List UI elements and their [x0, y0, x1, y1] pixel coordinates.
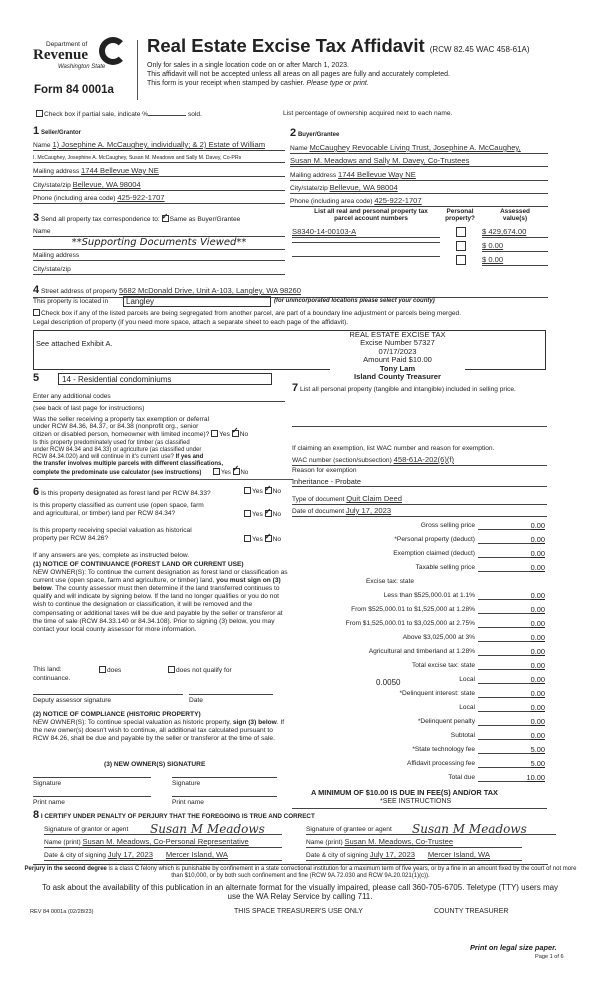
dept-label: Department of: [46, 41, 88, 48]
l3: This form is your receipt when stamped by cashier.: [147, 80, 307, 87]
v: 425-922-1707: [117, 193, 165, 202]
reason-label: Reason for exemption: [292, 467, 357, 474]
buyer-heading: [290, 127, 339, 140]
buyer-mailing-field[interactable]: [290, 171, 548, 181]
h: Personal: [446, 208, 474, 215]
doc-date-field[interactable]: [292, 507, 547, 517]
wac-field[interactable]: [292, 456, 547, 466]
p: Perjury in the second degree: [24, 866, 107, 872]
exemption-label: If claiming an exemption, list WAC number and reason for exemption.: [292, 445, 495, 452]
q: under RCW 84.36, 84.37, or 84.38 (nonprofit org., senior: [33, 423, 199, 430]
if-any-note: If any answers are yes, complete as instructed below.: [33, 552, 190, 559]
new-owner-title: (3) NEW OWNER(S) SIGNATURE: [104, 761, 206, 768]
tax-amount[interactable]: 0.00: [530, 647, 545, 656]
l: List all personal property (tangible and intangible) included in selling price.: [299, 386, 516, 393]
deputy-label: Deputy assessor signature: [33, 697, 112, 704]
t: (1) NOTICE OF CONTINUANCE (FOREST LAND OR CURRENT USE): [33, 561, 244, 568]
sec3-name-field[interactable]: [33, 228, 285, 237]
tax-amount[interactable]: 0.00: [530, 717, 545, 726]
sec2-num: 2: [290, 127, 297, 139]
v: S8340-14-00103-A: [292, 227, 357, 236]
v: Susan M. Meadows, Co-Personal Representative: [82, 837, 249, 846]
tax-amount[interactable]: 0.00: [530, 689, 545, 698]
tax-amount[interactable]: 5.00: [530, 759, 545, 768]
l: Name: [33, 142, 51, 149]
v: Bellevue, WA 98004: [72, 180, 141, 189]
tax-row-label: From $525,000.01 to $1,525,000 at 1.28%: [351, 606, 475, 613]
same: Same as Buyer/Grantee: [169, 216, 241, 223]
p: . The county assessor must then determine if the land transferred continues to qualify and will indicate by signing below. If the land no longer qualifies or you do not wish to continue the designation or classification, it will be removed and the compensating or additional taxes will be due and payable by the seller or transferor at the time of sale (RCW 84.33.140 or 84.34.108). Prior to signing (3) below, you may contact your local county assessor for more information.: [33, 585, 283, 633]
form-number: Form 84 0001a: [34, 84, 114, 96]
exemption-yes[interactable]: [211, 430, 218, 437]
v: 1) Josephine A. McCaughey, individually; & 2) Estate of William: [52, 140, 266, 149]
personal-property-checkbox[interactable]: [456, 241, 466, 251]
print-label-2: Print name: [172, 799, 204, 806]
personal-property-checkbox[interactable]: [456, 255, 466, 265]
personal-property-checkbox[interactable]: [456, 227, 466, 237]
h: value(s): [502, 215, 528, 223]
seller-name-field-2[interactable]: I. McCaughey, Josephine A. McCaughey, Susan M. Meadows and Sally M. Davey, Co-PRs: [33, 156, 285, 163]
s: Excise Number 57327: [360, 338, 435, 348]
sec1-title: Seller/Grantor: [40, 130, 81, 136]
segregation-checkbox[interactable]: [33, 309, 40, 316]
historic-yn: [244, 535, 281, 544]
l: Date of document: [292, 508, 345, 515]
grantee-signature: Susan M Meadows: [412, 822, 527, 836]
sec3-heading: [33, 212, 240, 225]
l: Mailing address: [33, 252, 80, 259]
n: 6: [33, 486, 40, 498]
sec3-city-field[interactable]: [33, 266, 285, 275]
tax-amount[interactable]: 10.00: [526, 773, 545, 782]
print-label-1: Print name: [33, 799, 65, 806]
location-select[interactable]: Langley: [123, 296, 271, 307]
v: Bellevue, WA 98004: [329, 183, 398, 192]
sec8-line: [33, 864, 548, 865]
deputy-date-line[interactable]: [189, 694, 273, 695]
does-option: [99, 666, 121, 675]
q: Is this property designated as forest land per RCW 84.33?: [40, 490, 211, 497]
ownership-note: List percentage of ownership acquired next to each name.: [283, 110, 453, 117]
v: 5682 McDonald Drive, Unit A-103, Langley, WA 98260: [119, 286, 301, 295]
n: 7: [292, 382, 299, 394]
historic-no[interactable]: [265, 535, 272, 542]
q: Is this property predominately used for timber (as classified: [33, 440, 190, 446]
reason-line: [292, 486, 547, 487]
v: July 17, 2023: [107, 850, 153, 859]
same-as-buyer-checkbox[interactable]: [162, 215, 169, 222]
current-use-question: [33, 502, 243, 518]
v: $ 429,674.00: [482, 227, 527, 236]
timber-question: [33, 440, 293, 480]
h: property?: [445, 215, 475, 223]
y: Yes: [252, 511, 263, 518]
s: REAL ESTATE EXCISE TAX: [349, 330, 446, 339]
l: City/state/zip: [290, 185, 328, 192]
legal-paper-note: Print on legal size paper.: [470, 943, 557, 952]
tax-row-label: Local: [459, 676, 475, 683]
timber-yes[interactable]: [213, 468, 220, 475]
sig-label-2: Signature: [172, 780, 201, 787]
historic-yes[interactable]: [244, 535, 251, 542]
l: Check box if any of the listed parcels are being segregated from another parcel, are part of a boundary line adjustment or parcels being merged.: [41, 310, 462, 317]
l: does not qualify for: [176, 667, 232, 674]
v: Mercer Island, WA: [427, 850, 490, 859]
parcel-number-field[interactable]: [292, 256, 440, 257]
seller-heading: [33, 125, 81, 138]
seller-name-field[interactable]: [33, 141, 285, 151]
current-use-yn: [244, 510, 281, 519]
assessed-value-field[interactable]: [482, 256, 548, 266]
grantor-signature: Susan M Meadows: [150, 822, 265, 836]
legal-label: Legal description of property (if you need more space, attach a separate sheet to each page of the affidavit).: [33, 319, 349, 326]
l: Name: [290, 145, 308, 152]
parcel-header: [296, 208, 446, 223]
s: Tony Lam: [379, 363, 416, 373]
sec2-title: Buyer/Grantee: [297, 132, 340, 138]
located-in: [33, 298, 108, 306]
tax-amount[interactable]: 0.00: [530, 605, 545, 614]
forest-yn: [244, 487, 281, 496]
accessibility-note: To ask about the availability of this publication in an alternate format for the visually impaired, please call 360-705-6705. Teletype (TTY) users may use the WA Relay Service by calling 711.: [41, 883, 559, 901]
grantor-name-field[interactable]: [44, 838, 282, 848]
q: the transfer involves multiple parcels with different classifications,: [33, 461, 224, 467]
l: Name: [33, 228, 51, 235]
v: July 17, 2023: [345, 506, 392, 515]
v: Susan M. Meadows and Sally M. Davey, Co-Trustees: [290, 156, 470, 165]
tax-row-label: Taxable selling price: [415, 564, 475, 571]
l: does: [107, 667, 122, 674]
n: 4: [33, 284, 40, 296]
c: I CERTIFY UNDER PENALTY OF PERJURY THAT THE FOREGOING IS TRUE AND CORRECT: [40, 813, 315, 820]
l: Phone (including area code): [290, 198, 373, 205]
y: Yes: [219, 431, 230, 438]
v: July 17, 2023: [369, 850, 415, 859]
tax-amount[interactable]: 0.00: [530, 591, 545, 600]
l3i: Please type or print.: [306, 80, 369, 87]
tax-row-label: Total excise tax: state: [411, 662, 475, 669]
tax-row-label: *Delinquent interest: state: [399, 690, 475, 697]
street-address-field[interactable]: [33, 284, 548, 298]
does-not-checkbox[interactable]: [168, 666, 175, 673]
assessed-value-field[interactable]: [482, 242, 548, 252]
tax-row-label: *Personal property (deduct): [394, 536, 475, 543]
buyer-phone-field[interactable]: [290, 197, 548, 207]
parcel-number-field[interactable]: [292, 242, 440, 243]
forest-question: [33, 486, 211, 499]
p: sign (3) below: [232, 719, 277, 727]
l: Signature of grantor or agent: [44, 826, 129, 833]
q: under RCW 84.34 and 84.33) or agriculture (as classified under: [33, 447, 202, 453]
l: City/state/zip: [33, 182, 71, 189]
buyer-name-field-2[interactable]: [290, 157, 548, 167]
l: Type of document: [292, 496, 345, 503]
assessed-header: [482, 208, 548, 223]
l: Mailing address: [290, 172, 337, 179]
q: Is this property receiving special valuation as historical: [33, 527, 192, 534]
minimum-note: A MINIMUM OF $10.00 IS DUE IN FEE(S) AND/OR TAX: [311, 788, 498, 797]
tax-row-label: Excise tax: state: [365, 578, 414, 585]
does-checkbox[interactable]: [99, 666, 106, 673]
see-instructions: *SEE INSTRUCTIONS: [380, 798, 452, 805]
segregation: [33, 309, 461, 318]
grantee-date-field[interactable]: [306, 851, 522, 861]
tax-amount[interactable]: 0.00: [530, 563, 545, 572]
tax-amount[interactable]: 0.00: [530, 535, 545, 544]
rev-number: REV 84 0001a (02/28/23): [30, 909, 94, 915]
y: Yes: [252, 536, 263, 543]
forest-no[interactable]: [265, 487, 272, 494]
sec7-label: [292, 384, 542, 394]
state-label: Washington State: [58, 64, 106, 70]
tax-row-label: From $1,525,000.01 to $3,025,000 at 2.75%: [345, 620, 475, 627]
p: NEW OWNER(S): To continue the current designation as forest land or classification as current use (open space, farm and agriculture, or timber) land,: [33, 569, 288, 585]
n: No: [272, 536, 282, 543]
t: (2) NOTICE OF COMPLIANCE (HISTORIC PROPERTY): [33, 711, 201, 718]
sec7-bottom-line: [292, 808, 547, 809]
additional-codes-field[interactable]: [33, 393, 285, 402]
tax-row-label: Local: [459, 704, 475, 711]
sold: sold.: [187, 111, 202, 118]
legal-description-box[interactable]: [33, 330, 546, 370]
buyer-city-field[interactable]: [290, 184, 548, 194]
sig-label-1: Signature: [33, 780, 62, 787]
q: Was the seller receiving a property tax exemption or deferral: [33, 416, 210, 423]
n: No: [272, 488, 282, 495]
treasurer-use: THIS SPACE TREASURER'S USE ONLY: [234, 908, 363, 915]
n: No: [272, 511, 282, 518]
tax-row-label: Affidavit processing fee: [406, 760, 475, 767]
l: Date & city of signing: [306, 852, 368, 859]
tax-row-label: Above $3,025,000 at 3%: [402, 634, 475, 641]
buyer-name-field[interactable]: [290, 144, 548, 154]
certify: [33, 809, 315, 822]
tax-row-label: Exemption claimed (deduct): [393, 550, 475, 557]
v: Quit Claim Deed: [346, 494, 402, 503]
tax-amount[interactable]: 0.00: [530, 549, 545, 558]
page-title: [147, 35, 530, 56]
tax-row-label: Less than $525,000.01 at 1.1%: [383, 592, 475, 599]
supporting-docs-stamp: **Supporting Documents Viewed**: [33, 237, 285, 250]
seller-phone-field[interactable]: [33, 194, 285, 204]
tax-amount[interactable]: 0.00: [530, 703, 545, 712]
owner-print-2[interactable]: [172, 796, 277, 797]
timber-no[interactable]: [233, 468, 240, 475]
s: 07/17/2023: [378, 346, 417, 356]
v: 1744 Bellevue Way NE: [81, 166, 159, 175]
grantor-date-field[interactable]: [44, 851, 282, 861]
v: 425-922-1707: [374, 196, 422, 205]
title-text: Real Estate Excise Tax Affidavit: [147, 35, 425, 56]
grantee-name-field[interactable]: [306, 838, 522, 848]
seller-mailing-field[interactable]: [33, 167, 285, 177]
sec5-num: 5: [33, 372, 40, 384]
l: Signature of grantee or agent: [306, 826, 392, 833]
tax-row-label: Subtotal: [450, 732, 475, 739]
l: City/state/zip: [33, 266, 71, 273]
partial-sale-checkbox[interactable]: [36, 110, 43, 117]
parcel-number-field[interactable]: [292, 228, 440, 238]
tax-amount[interactable]: 0.00: [530, 661, 545, 670]
header-divider: [137, 40, 138, 100]
l: Name (print): [306, 839, 343, 846]
l: Send all property tax correspondence to:: [40, 216, 160, 223]
local-rate: 0.0050: [376, 678, 401, 687]
y: Yes: [252, 488, 263, 495]
treasurer-stamp: [330, 331, 465, 381]
q: If yes and: [175, 454, 204, 460]
tax-row-label: *Delinquent penalty: [417, 718, 475, 725]
q: Is this property classified as current use (open space, farm: [33, 502, 204, 509]
v: $ 0.00: [482, 241, 504, 250]
tax-row-label: *State technology fee: [412, 746, 475, 753]
does-not-option: [168, 666, 232, 675]
tax-row-label: Gross selling price: [420, 522, 475, 529]
n: 3: [33, 212, 40, 224]
l: Phone (including area code): [33, 195, 116, 202]
v: McCaughey Revocable Living Trust, Josephine A. McCaughey,: [309, 143, 521, 152]
dor-logo-icon: [99, 37, 127, 65]
q: citizen or disabled person, homeowner with limited income)?: [33, 431, 210, 438]
exemption-question: [33, 416, 293, 438]
header-line-2: This affidavit will not be accepted unless all areas on all pages are fully and accurately completed.: [147, 71, 450, 78]
page-number: Page 1 of 6: [535, 954, 564, 960]
tax-amount[interactable]: 0.00: [530, 633, 545, 642]
tax-amount[interactable]: 0.00: [530, 731, 545, 740]
reason-text[interactable]: Inheritance - Probate: [292, 477, 362, 486]
forest-yes[interactable]: [244, 487, 251, 494]
date-label: Date: [189, 697, 203, 704]
notice-compliance: [33, 711, 289, 743]
partial-sale: [36, 110, 202, 119]
v: Mercer Island, WA: [165, 850, 228, 859]
historic-question: [33, 527, 243, 543]
p: NEW OWNER(S): To continue special valuation as historic property,: [33, 719, 233, 727]
s: Island County Treasurer: [354, 372, 441, 382]
y: Yes: [221, 470, 231, 476]
l: Name (print): [44, 839, 81, 846]
q: property per RCW 84.26?: [33, 535, 109, 543]
property-use-select[interactable]: 14 - Residential condominiums: [58, 373, 272, 385]
l: Street address of property: [40, 288, 118, 295]
deputy-signature-line[interactable]: [33, 694, 183, 695]
p: . If the new owner(s) doesn't wish to continue, all additional tax calculated pursuant to RCW 84.26, shall be due and payable by the seller or transferor at the time of sale.: [33, 719, 285, 743]
owner-signature-2[interactable]: [172, 777, 277, 778]
personal-header: [440, 208, 480, 223]
l: This property is located in: [33, 298, 109, 305]
current-use-yes[interactable]: [244, 510, 251, 517]
tax-row-label: Agricultural and timberland at 1.28%: [368, 648, 475, 655]
l: WAC number (section/subsection): [292, 457, 392, 464]
header-line-3: [147, 80, 369, 88]
h: parcel account numbers: [334, 215, 408, 223]
s: Amount Paid $10.00: [363, 355, 432, 365]
v: $ 0.00: [482, 255, 504, 264]
notice-continuance: [33, 561, 289, 634]
n: No: [240, 470, 249, 476]
seller-city-field[interactable]: [33, 181, 285, 191]
v: Susan M. Meadows, Co-Trustee: [344, 837, 454, 846]
q: complete the predominate use calculator (see instructions): [33, 470, 202, 476]
sec3-mailing-field[interactable]: [33, 252, 285, 261]
n: No: [239, 431, 249, 438]
n: 8: [33, 809, 40, 821]
county-treasurer: COUNTY TREASURER: [434, 908, 509, 915]
q: RCW 84.34.020) and will continue in it's current use?: [33, 454, 176, 460]
location-note: (for unincorporated locations please select your county): [274, 298, 435, 304]
sec1-num: 1: [33, 125, 40, 137]
tax-amount[interactable]: 0.00: [530, 619, 545, 628]
rcw-ref: (RCW 82.45 WAC 458-61A): [429, 45, 530, 54]
current-use-no[interactable]: [265, 510, 272, 517]
p: is a class C felony which is punishable by confinement in a state correctional institution for a maximum term of five years, or by a fine in an amount fixed by the court of not more than $10,000, or by both such confinement and fine (RCW 9A.72.030 and RCW 9A.20.021(1)(c)).: [106, 866, 577, 879]
this-land: This land:: [33, 666, 62, 673]
v: 458-61A-202(6)(f): [393, 455, 455, 464]
l: Enter any additional codes: [33, 393, 111, 400]
v: 1744 Bellevue Way NE: [338, 170, 416, 179]
header-line-1: Only for sales in a single location code on or after March 1, 2023.: [147, 62, 349, 69]
partial-percent-field[interactable]: [148, 115, 186, 116]
h: Assessed: [500, 208, 530, 215]
revenue-logo-text: Revenue: [33, 47, 88, 63]
p: you must sign on (3) below: [33, 577, 281, 593]
legal-description: See attached Exhibit A.: [36, 339, 113, 348]
exemption-no[interactable]: [232, 430, 239, 437]
q: and agricultural, or timber) land per RCW 84.34?: [33, 510, 176, 518]
l: Date & city of signing: [44, 852, 106, 859]
owner-signature-1[interactable]: [33, 777, 151, 778]
partial-label: Check box if partial sale, indicate %: [44, 111, 149, 118]
perjury-note: [18, 866, 583, 880]
tax-amount[interactable]: 0.00: [530, 521, 545, 530]
tax-row-label: Total due: [448, 774, 475, 781]
l: Mailing address: [33, 168, 80, 175]
tax-amount[interactable]: 5.00: [530, 745, 545, 754]
personal-property-line[interactable]: [292, 426, 547, 427]
assessed-value-field[interactable]: [482, 228, 548, 238]
doc-type-field[interactable]: [292, 495, 547, 505]
tax-amount[interactable]: 0.00: [530, 675, 545, 684]
owner-print-1[interactable]: [33, 796, 151, 797]
continuance: continuance.: [33, 675, 71, 682]
h: List all real and personal property tax: [314, 208, 428, 215]
see-back: (see back of last page for instructions): [33, 405, 145, 412]
